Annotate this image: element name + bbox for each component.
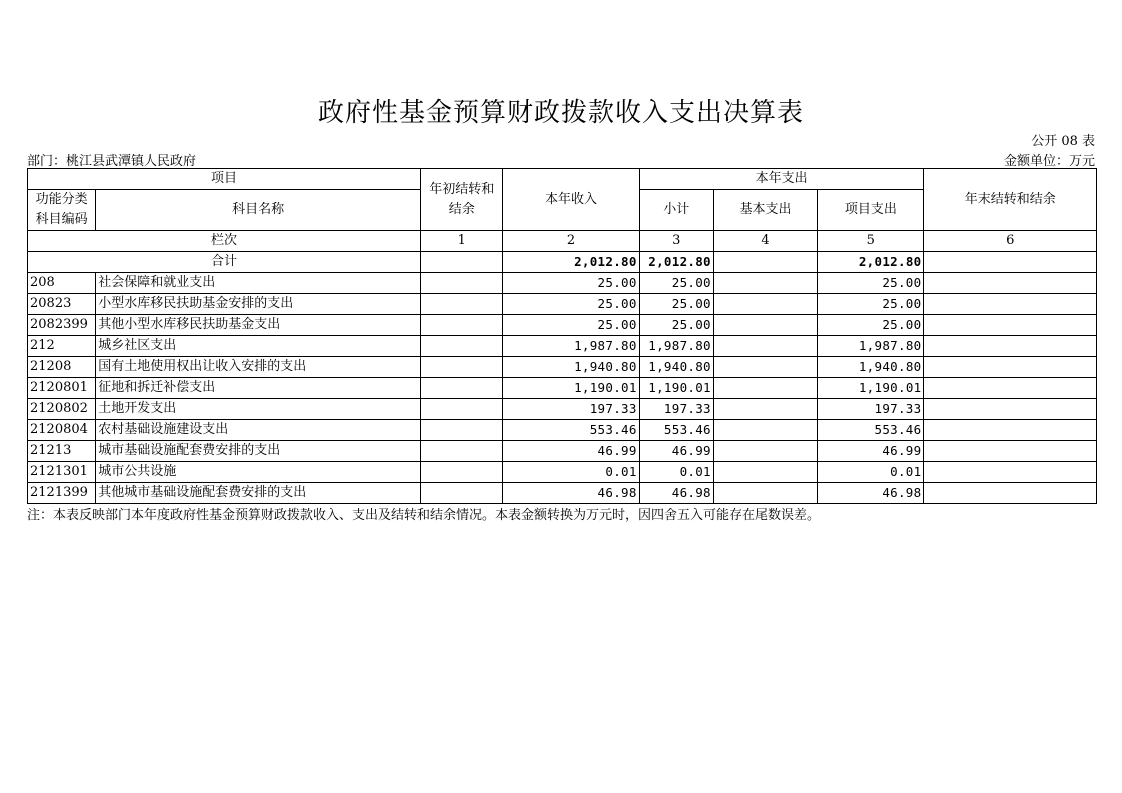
row-carry-end — [924, 336, 1097, 357]
row-name: 城市公共设施 — [96, 462, 421, 483]
row-code: 2121399 — [28, 483, 96, 504]
row-project: 197.33 — [818, 399, 924, 420]
row-subtotal: 197.33 — [639, 399, 713, 420]
department-label: 部门：桃江县武潭镇人民政府 — [27, 154, 197, 169]
row-project: 46.98 — [818, 483, 924, 504]
row-carry-begin — [421, 315, 503, 336]
row-project: 25.00 — [818, 273, 924, 294]
table-row — [28, 441, 1097, 462]
row-name: 国有土地使用权出让收入安排的支出 — [96, 357, 421, 378]
row-code: 21213 — [28, 441, 96, 462]
row-project: 25.00 — [818, 294, 924, 315]
total-carry-begin — [421, 252, 503, 273]
row-code: 2120802 — [28, 399, 96, 420]
row-carry-end — [924, 273, 1097, 294]
header-carry-begin: 年初结转和结余 — [421, 169, 503, 231]
row-carry-begin — [421, 483, 503, 504]
row-carry-end — [924, 462, 1097, 483]
row-income: 46.99 — [503, 441, 639, 462]
header-subtotal: 小计 — [639, 190, 713, 231]
row-income: 46.98 — [503, 483, 639, 504]
table-row — [28, 294, 1097, 315]
row-code: 212 — [28, 336, 96, 357]
row-project: 1,987.80 — [818, 336, 924, 357]
row-income: 553.46 — [503, 420, 639, 441]
row-carry-end — [924, 441, 1097, 462]
total-subtotal: 2,012.80 — [639, 252, 713, 273]
header-item: 项目 — [28, 169, 421, 190]
row-project: 553.46 — [818, 420, 924, 441]
row-code: 208 — [28, 273, 96, 294]
row-subtotal: 25.00 — [639, 294, 713, 315]
row-project: 1,940.80 — [818, 357, 924, 378]
header-func-code: 功能分类科目编码 — [28, 190, 96, 231]
header-carry-end: 年末结转和结余 — [924, 169, 1097, 231]
row-code: 2120804 — [28, 420, 96, 441]
row-carry-begin — [421, 462, 503, 483]
row-code: 2121301 — [28, 462, 96, 483]
row-income: 0.01 — [503, 462, 639, 483]
row-project: 0.01 — [818, 462, 924, 483]
table-row — [28, 462, 1097, 483]
row-carry-begin — [421, 399, 503, 420]
page-title: 政府性基金预算财政拨款收入支出决算表 — [317, 98, 804, 128]
row-subtotal: 46.99 — [639, 441, 713, 462]
row-basic — [713, 441, 817, 462]
row-subtotal: 1,190.01 — [639, 378, 713, 399]
column-index-6: 6 — [924, 231, 1097, 252]
row-carry-begin — [421, 336, 503, 357]
table-row — [28, 378, 1097, 399]
table-body — [28, 273, 1097, 504]
total-basic — [713, 252, 817, 273]
table-row — [28, 399, 1097, 420]
header-basic: 基本支出 — [713, 190, 817, 231]
row-name: 其他小型水库移民扶助基金支出 — [96, 315, 421, 336]
column-index-3: 3 — [639, 231, 713, 252]
row-name: 城乡社区支出 — [96, 336, 421, 357]
column-index-row — [28, 231, 1097, 252]
total-income: 2,012.80 — [503, 252, 639, 273]
row-subtotal: 46.98 — [639, 483, 713, 504]
row-carry-end — [924, 378, 1097, 399]
row-code: 2120801 — [28, 378, 96, 399]
table-row — [28, 336, 1097, 357]
row-name: 城市基础设施配套费安排的支出 — [96, 441, 421, 462]
row-basic — [713, 315, 817, 336]
total-row — [28, 252, 1097, 273]
unit-label: 金额单位：万元 — [1003, 154, 1095, 169]
row-name: 社会保障和就业支出 — [96, 273, 421, 294]
row-subtotal: 553.46 — [639, 420, 713, 441]
table-row — [28, 357, 1097, 378]
budget-table — [27, 168, 1097, 504]
row-name: 其他城市基础设施配套费安排的支出 — [96, 483, 421, 504]
row-subtotal: 25.00 — [639, 273, 713, 294]
row-income: 25.00 — [503, 294, 639, 315]
column-index-1: 1 — [421, 231, 503, 252]
row-subtotal: 1,940.80 — [639, 357, 713, 378]
table-row — [28, 273, 1097, 294]
row-carry-begin — [421, 441, 503, 462]
row-name: 土地开发支出 — [96, 399, 421, 420]
row-income: 1,987.80 — [503, 336, 639, 357]
row-basic — [713, 357, 817, 378]
row-carry-end — [924, 483, 1097, 504]
row-name: 小型水库移民扶助基金安排的支出 — [96, 294, 421, 315]
row-carry-end — [924, 399, 1097, 420]
row-code: 2082399 — [28, 315, 96, 336]
table-row — [28, 420, 1097, 441]
row-project: 1,190.01 — [818, 378, 924, 399]
row-income: 25.00 — [503, 273, 639, 294]
row-basic — [713, 399, 817, 420]
row-income: 197.33 — [503, 399, 639, 420]
row-basic — [713, 294, 817, 315]
row-basic — [713, 273, 817, 294]
row-basic — [713, 483, 817, 504]
row-project: 25.00 — [818, 315, 924, 336]
row-basic — [713, 462, 817, 483]
row-income: 1,190.01 — [503, 378, 639, 399]
total-carry-end — [924, 252, 1097, 273]
table-row — [28, 483, 1097, 504]
row-code: 20823 — [28, 294, 96, 315]
table-row — [28, 315, 1097, 336]
row-basic — [713, 378, 817, 399]
row-subtotal: 0.01 — [639, 462, 713, 483]
row-basic — [713, 336, 817, 357]
header-subject-name: 科目名称 — [96, 190, 421, 231]
row-carry-begin — [421, 378, 503, 399]
row-income: 25.00 — [503, 315, 639, 336]
column-index-4: 4 — [713, 231, 817, 252]
row-carry-begin — [421, 294, 503, 315]
row-code: 21208 — [28, 357, 96, 378]
total-label: 合计 — [28, 252, 421, 273]
row-subtotal: 1,987.80 — [639, 336, 713, 357]
row-carry-begin — [421, 273, 503, 294]
row-project: 46.99 — [818, 441, 924, 462]
row-carry-end — [924, 294, 1097, 315]
row-basic — [713, 420, 817, 441]
header-project: 项目支出 — [818, 190, 924, 231]
row-name: 农村基础设施建设支出 — [96, 420, 421, 441]
header-income: 本年收入 — [503, 169, 639, 231]
total-project: 2,012.80 — [818, 252, 924, 273]
row-subtotal: 25.00 — [639, 315, 713, 336]
form-number: 公开 08 表 — [1031, 134, 1095, 149]
header-row-1 — [28, 169, 1097, 190]
row-carry-begin — [421, 357, 503, 378]
row-carry-begin — [421, 420, 503, 441]
header-expense: 本年支出 — [639, 169, 924, 190]
row-carry-end — [924, 420, 1097, 441]
row-carry-end — [924, 315, 1097, 336]
row-name: 征地和拆迁补偿支出 — [96, 378, 421, 399]
column-index-2: 2 — [503, 231, 639, 252]
column-index-label: 栏次 — [28, 231, 421, 252]
column-index-5: 5 — [818, 231, 924, 252]
footnote: 注：本表反映部门本年度政府性基金预算财政拨款收入、支出及结转和结余情况。本表金额转换为万元时，因四舍五入可能存在尾数误差。 — [27, 508, 821, 523]
row-income: 1,940.80 — [503, 357, 639, 378]
row-carry-end — [924, 357, 1097, 378]
